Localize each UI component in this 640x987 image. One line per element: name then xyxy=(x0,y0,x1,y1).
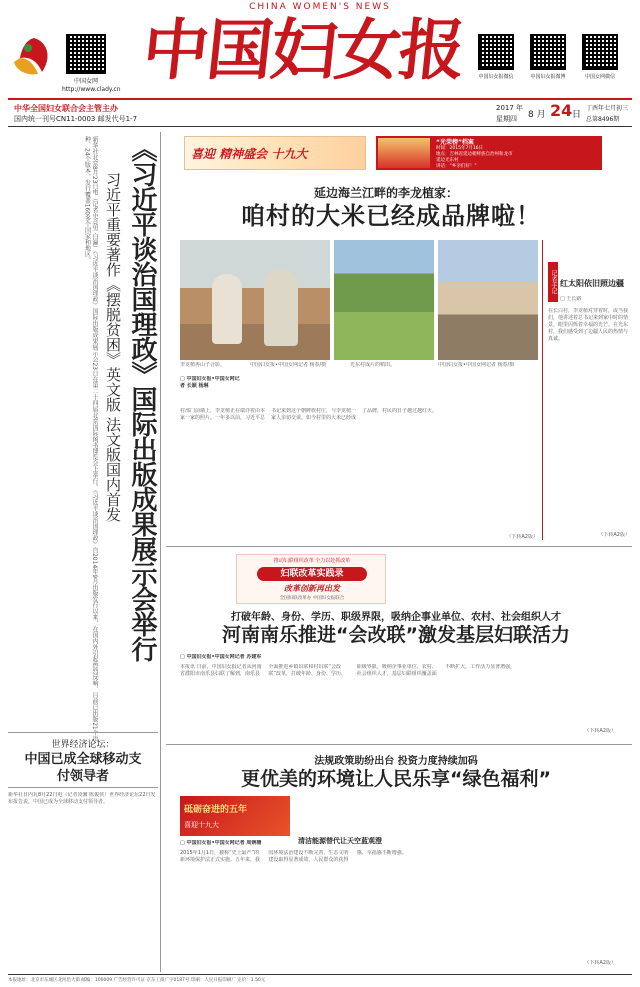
nineteenth-congress-banner xyxy=(184,136,366,170)
family-photo xyxy=(180,240,330,360)
photo-caption: 李龙植再山子合影。 xyxy=(180,362,226,368)
qr-caption: 中国女网微信 xyxy=(584,74,615,80)
wef-box xyxy=(8,732,158,788)
sidebar-body: 在长白村，李龙植对穿着时，或当我们，他讲述着总书记来到家中时的情景，眼里闪烁着幸福的光芒。在光东村，我们感受到了边疆人民的热情与真诚。 xyxy=(548,308,629,342)
person-figure xyxy=(264,270,298,346)
reform-banner-title: 妇联改革实践录 xyxy=(257,567,367,581)
wef-label: 世界经济论坛： xyxy=(51,740,115,750)
qr-code-icon xyxy=(66,34,106,74)
masthead-rule xyxy=(8,98,632,100)
rice-field-photo xyxy=(334,240,434,360)
person-figure xyxy=(212,274,242,344)
bottom-section-head: 清洁能源替代让天空蓝观澄 xyxy=(298,837,382,845)
website-url[interactable]: http://www.clady.cn xyxy=(62,86,121,93)
feature-line: 地点：吉林省延边朝鲜族自治州和龙市 xyxy=(436,152,513,157)
left-column-divider xyxy=(160,132,161,972)
top-story-byline: □ 中国妇女报•中国女网记者 长颖 杨琳 xyxy=(180,376,240,389)
qr-caption: 中国女网 xyxy=(73,78,98,85)
bottom-story-subtitle: 法规政策助纷出台 投资力度持续加码 xyxy=(314,756,478,767)
top-story-subtitle: 延边海兰江畔的李龙植家： xyxy=(313,186,458,200)
footer-text: 本报地址：北京市东城区北河沿大街 邮编：100009 广告经营许可证 京东工商广字0187号 印刷：人民日报印刷厂 定价：1.50元 xyxy=(8,978,266,983)
middle-story-headline: 河南南乐推进“会改联”激发基层妇联活力 xyxy=(222,624,570,646)
qr-code-icon xyxy=(478,34,514,70)
sidebar-label: 记者手记 xyxy=(548,262,558,302)
middle-story-body: 本报讯 日前，中国妇女报记者从河南省濮阳市南乐县妇联了解到，南乐县全面推进乡镇妇联和村妇联“会改联”改革，打破年龄、身份、学历、职级界限，吸纳企事业单位、农村、社会组织人才，基层妇联组织覆盖面不断扩大，工作活力显著增强。 xyxy=(180,664,516,677)
five-years-ad-sub: 喜迎十九大 xyxy=(184,821,219,829)
reform-tagline-sub: 全国妇联改革办 中国妇女报联合 xyxy=(279,596,345,601)
banner-text: 喜迎 精神盛会 十九大 xyxy=(191,147,308,161)
sidebar-byline: □ 王长路 xyxy=(560,296,582,302)
top-story-continued: （下转A2版） xyxy=(506,534,538,540)
middle-story xyxy=(166,550,632,740)
left-column xyxy=(8,132,158,762)
feature-box xyxy=(376,136,602,170)
feature-label: “光荣榜”档案 xyxy=(436,139,474,146)
feature-line: 讲话：“乡亲们好！” xyxy=(436,164,477,169)
issue-number: 总第8496期 xyxy=(586,116,620,123)
masthead-english: CHINA WOMEN'S NEWS xyxy=(249,2,391,12)
newspaper-title: 中国妇女报 xyxy=(138,11,468,89)
sponsor-line: 中华全国妇女联合会主管主办 xyxy=(14,104,118,113)
five-years-ad-line: 砥砺奋进的五年 xyxy=(184,805,248,815)
date-month: 8 月 xyxy=(528,110,546,120)
bottom-story-headline: 更优美的环境让人民乐享“绿色福利” xyxy=(241,768,551,790)
feature-line: 时间：2015年7月16日 xyxy=(436,146,484,151)
section-divider xyxy=(166,546,632,547)
five-years-ad xyxy=(180,796,290,836)
top-story-body: 村部门前墙上，李龙植正在端详着由本家一家的照片。一年多以前，习近平总书记来到这个朝鲜族村庄，与李龙植一家人亲切交谈。如今村里的大米已经成了品牌，村民的日子越过越红火。 xyxy=(180,408,438,421)
issn-line: 国内统一刊号CN11-0003 邮发代号1-7 xyxy=(14,115,138,123)
womens-federation-logo xyxy=(8,34,60,78)
qr-code-icon xyxy=(582,34,618,70)
vertical-headline: 《习近平谈治国理政》国际出版成果展示会举行 xyxy=(127,136,157,661)
photo-caption: 光东村成片的稻田。 xyxy=(350,362,396,368)
masthead-bottom-rule xyxy=(8,126,632,127)
qr-caption: 中国妇女报微博 xyxy=(530,74,566,80)
date-weekday: 星期四 xyxy=(496,115,517,123)
top-story xyxy=(166,132,632,542)
qr-caption: 中国妇女报微信 xyxy=(478,74,514,80)
middle-story-byline: □ 中国妇女报•中国女网记者 苏建军 xyxy=(180,654,262,660)
qr-code-icon xyxy=(530,34,566,70)
middle-story-subtitle: 打破年龄、身份、学历、职级界限，吸纳企事业单位、农村、社会组织人才 xyxy=(231,612,561,623)
reform-banner-line: 推动妇联组织改革 全力以赴抓改革 xyxy=(273,558,351,564)
sidebar-divider xyxy=(542,240,543,540)
lead-article-text: 新华社北京8月23日电（记者史竞男 白瀛）《习近平谈治国理政》国际出版成果展示会23日在第二十四届北京国际图书博览会上举行。《习近平谈治国理政》自2014年9月出版发行以来，在国内外引起热烈反响，目前已出版21个语种、24个版本，发行覆盖160多个国家和地区。 xyxy=(83,136,98,742)
reform-banner xyxy=(236,554,386,604)
date-year: 2017 年 xyxy=(496,104,524,112)
masthead xyxy=(0,0,640,128)
middle-story-continued: （下转A2版） xyxy=(584,728,616,734)
wef-article-text: 新华社日内瓦8月22日电（记者凌馨 陈俊侠）世界经济论坛22日发布报告说，中国已成为全球移动支付领导者。 xyxy=(8,792,156,805)
footer-rule xyxy=(8,974,632,975)
bottom-story-byline: □ 中国妇女报•中国女网记者 周婉楠 xyxy=(180,840,262,846)
lunar-date: 丁酉年七月初三 xyxy=(586,105,629,112)
bottom-story xyxy=(166,748,632,970)
top-story-headline: 咱村的大米已经成品牌啦！ xyxy=(241,202,541,230)
photo-credit: 中国妇女报•中国女网记者 杨春/摄 xyxy=(250,362,327,368)
feature-line: 延边光东村 xyxy=(436,158,459,163)
sidebar-title: 红太阳依旧照边疆 xyxy=(560,279,624,288)
date-day-suffix: 日 xyxy=(572,110,582,120)
sidebar-continued: （下转A2版） xyxy=(598,532,630,538)
feature-photo xyxy=(378,138,430,168)
reform-tagline: 改革创新再出发 xyxy=(284,583,340,593)
bottom-story-body: 2015年1月1日，被称“史上最严”的新环境保护法正式实施。五年来，我国环境法治建设不断完善，生态文明建设取得显著成效，人民群众的获得感、幸福感不断增强。 xyxy=(180,850,407,863)
bottom-story-continued: （下转A2版） xyxy=(584,960,616,966)
date-day: 24 xyxy=(550,101,573,120)
vertical-subhead: 习近平重要著作《摆脱贫困》英文版 法文版国内首发 xyxy=(104,172,122,522)
photo-credit: 中国妇女报•中国女网记者 杨春/摄 xyxy=(438,362,515,368)
village-photo xyxy=(438,240,538,360)
wef-title: 中国已成全球移动支付领导者 xyxy=(24,752,142,784)
section-divider xyxy=(166,744,632,745)
